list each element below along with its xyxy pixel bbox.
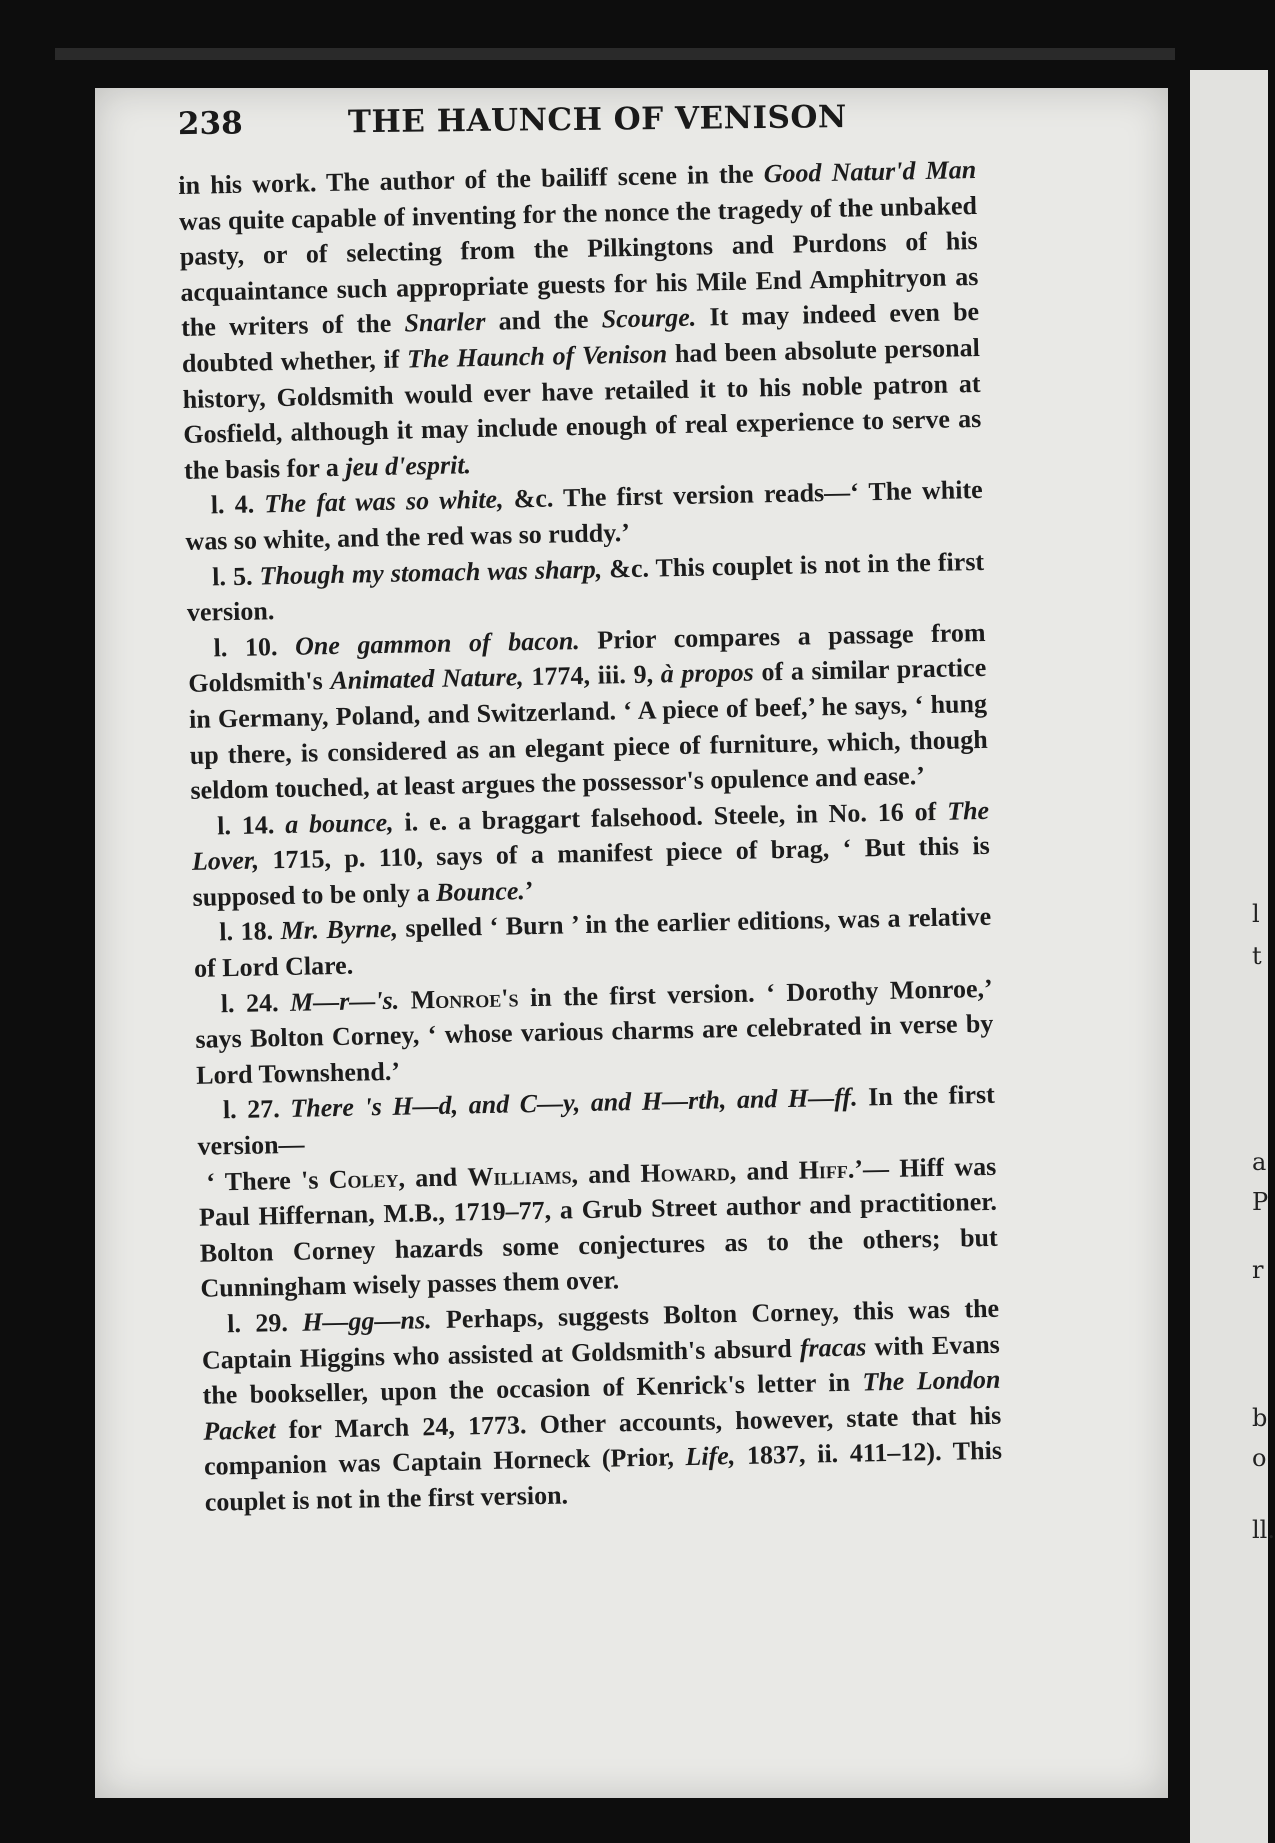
text-segment: in his work. The author of the bailiff scene in the: [178, 159, 765, 200]
text-segment: l. 24.: [220, 987, 291, 1018]
text-segment: with Evans the bookseller, upon the occasion of Kenrick's letter in: [202, 1329, 1001, 1410]
scan-edge: [55, 48, 1175, 60]
facing-page-fragment: ll.: [1252, 1516, 1275, 1544]
facing-page-fragment: t: [1252, 942, 1262, 970]
body-text: [178, 152, 1003, 1520]
text-segment: l. 18.: [219, 916, 281, 947]
text-segment: l. 29.: [226, 1307, 303, 1339]
facing-page-edge: [1190, 70, 1275, 1843]
text-segment: i. e. a braggart falsehood. Steele, in No. 16 of: [393, 796, 948, 837]
text-segment: It may indeed even be doubted whether, if: [181, 297, 980, 378]
italic-text: Snarler: [404, 307, 486, 338]
italic-text: jeu d'esprit.: [345, 449, 472, 482]
italic-text: Good Natur'd Man: [763, 154, 977, 189]
note-paragraph: [191, 793, 991, 916]
text-segment: l. 10.: [213, 631, 296, 663]
text-segment: , and: [729, 1155, 799, 1186]
facing-page-fragment: l: [1252, 900, 1260, 928]
text-segment: in the first version. ‘ Dorothy Monroe,’ says Bolton Corney, ‘ whose various charms are celebrated in verse by Lord Townshend.’: [195, 973, 994, 1090]
facing-page-fragment: a: [1252, 1148, 1267, 1176]
text-segment: l. 14.: [216, 809, 286, 841]
italic-text: The Haunch of Venison: [406, 339, 668, 374]
quotation-paragraph: [198, 1148, 999, 1306]
text-segment: .’— Hiff was Paul Hiffernan, M.B., 1719–77, a Grub Street author and practitioner. Bolton Corney hazards some conjectures as to the others; but Cunningham wisely passes them over.: [198, 1151, 998, 1304]
small-caps-text: Coley: [328, 1163, 399, 1194]
text-segment: l. 4.: [210, 489, 265, 520]
italic-text: The fat was so white,: [264, 484, 504, 519]
text-segment: had been absolute personal history, Goldsmith would ever have retailed it to his noble patron at Gosfield, although it may include enough of real experience to serve as the basis for a: [182, 332, 982, 485]
running-head: THE HAUNCH OF VENISON: [347, 99, 847, 141]
italic-text: One gammon of bacon.: [294, 625, 581, 661]
text-segment: was quite capable of inventing for the nonce the tragedy of the unbaked pasty, or of selecting from the Pilkingtons and Purdons of his acquaintance such appropriate guests for his Mile End Amphitryon as the writers of the: [178, 190, 979, 343]
italic-text: Scourge.: [601, 303, 697, 334]
page-number: 238: [177, 105, 243, 143]
note-paragraph: [201, 1291, 1003, 1521]
italic-text: Animated Nature,: [330, 662, 525, 696]
text-segment: Prior compares a passage from Goldsmith's: [188, 617, 986, 699]
text-segment: l. 5.: [211, 560, 260, 591]
facing-page-fragment: r: [1252, 1256, 1264, 1284]
text-segment: 1715, p. 110, says of a manifest piece of brag, ‘ But this is supposed to be only a: [192, 831, 991, 912]
italic-text: There 's H—d, and C—y, and H—rth, and H—ff.: [290, 1082, 858, 1124]
text-segment: &c. The first version reads—‘ The white was so white, and the red was so ruddy.’: [185, 475, 983, 556]
italic-text: H—gg—ns.: [301, 1305, 432, 1337]
italic-text: fracas: [799, 1332, 867, 1363]
text-segment: ‘ There 's: [206, 1164, 329, 1197]
text-segment: of a similar practice in Germany, Poland, and Switzerland. ‘ A piece of beef,’ he says, ‘ hung up there, is considered as an elegant piece of furniture, which, though seldom touched, at least argues the possessor's opulence and ease.’: [188, 653, 988, 805]
facing-page-fragment: P: [1252, 1188, 1269, 1216]
note-paragraph: [187, 615, 988, 809]
text-segment: [399, 985, 411, 1014]
italic-text: à propos: [660, 657, 754, 689]
page-header: [178, 98, 958, 156]
text-segment: 1774, iii. 9,: [523, 659, 662, 692]
text-segment: for March 24, 1773. Other accounts, however, state that his companion was Captain Horneck (Prior,: [203, 1400, 1002, 1482]
small-caps-text: Monroe's: [410, 982, 519, 1015]
facing-page-fragment: o: [1252, 1444, 1267, 1472]
text-segment: ’: [524, 875, 534, 906]
facing-page-fragment: b: [1252, 1404, 1268, 1432]
text-segment: In the first version—: [197, 1080, 996, 1161]
continuation-paragraph: [178, 152, 982, 488]
note-paragraph: [194, 970, 994, 1093]
small-caps-text: Hiff: [798, 1154, 849, 1185]
text-segment: 1837, ii. 411–12). This couplet is not in the first version.: [204, 1436, 1003, 1517]
small-caps-text: Williams: [467, 1159, 572, 1192]
italic-text: The London Packet: [203, 1364, 1001, 1446]
italic-text: The Lover,: [191, 795, 990, 877]
text-segment: l. 27.: [222, 1094, 291, 1125]
text-segment: spelled ‘ Burn ’ in the earlier editions, was a relative of Lord Clare.: [193, 902, 992, 983]
text-segment: and the: [485, 304, 602, 337]
small-caps-text: Howard: [640, 1156, 730, 1188]
italic-text: M—r—'s.: [289, 985, 400, 1017]
italic-text: a bounce,: [284, 807, 394, 839]
text-segment: &c. This couplet is not in the first version.: [186, 546, 985, 628]
italic-text: Bounce.: [435, 876, 526, 907]
italic-text: Life,: [685, 1441, 736, 1472]
text-segment: Perhaps, suggests Bolton Corney, this was the Captain Higgins who assisted at Goldsmith's absurd: [201, 1293, 1000, 1375]
italic-text: Though my stomach was sharp,: [259, 554, 603, 590]
text-segment: , and: [571, 1158, 641, 1189]
text-segment: , and: [398, 1162, 468, 1193]
italic-text: Mr. Byrne,: [280, 914, 399, 946]
